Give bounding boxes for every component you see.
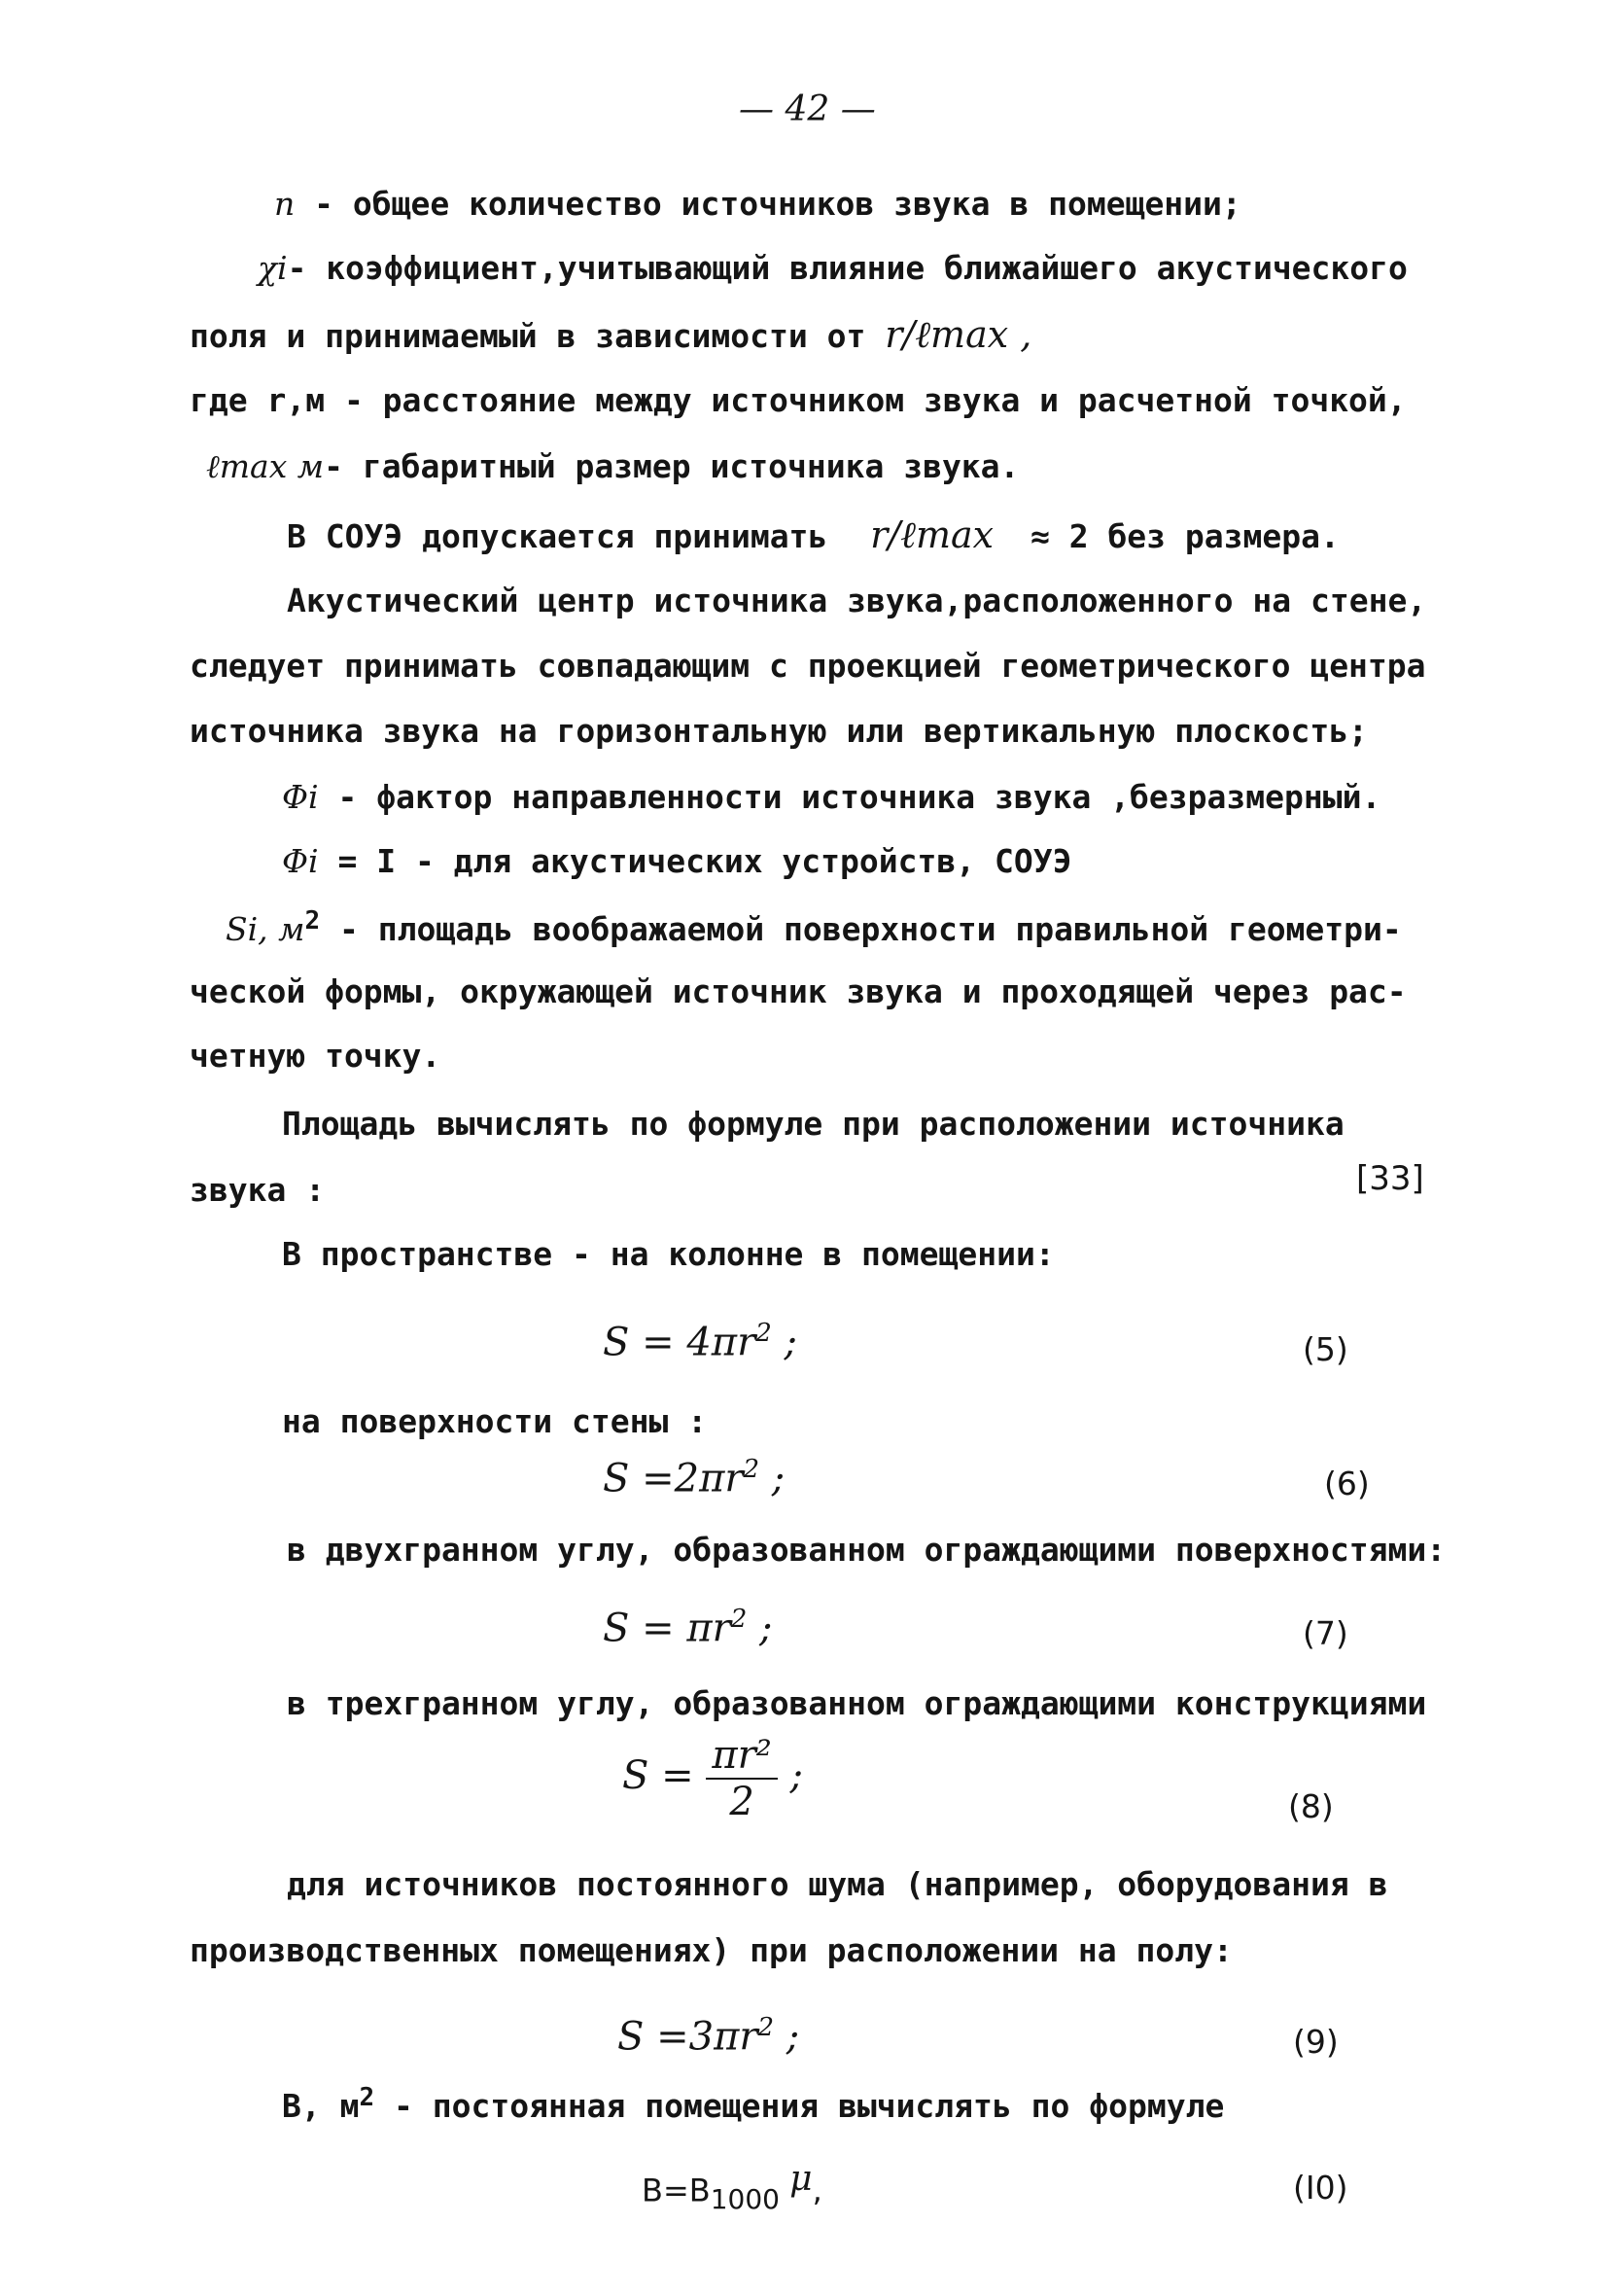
s-continuation-1: ческой формы, окружающей источник звука и проходящей через рас- [190, 972, 1407, 1010]
soue-ratio: r/ℓmax [870, 513, 995, 556]
s-definition [226, 906, 1402, 948]
chi-ratio: r/ℓmax , [885, 313, 1032, 356]
formula-10-number: (I0) [1293, 2169, 1348, 2207]
area-line-2: звука : [190, 1171, 326, 1209]
n-symbol: n [274, 185, 296, 223]
formula-9-number: (9) [1293, 2023, 1339, 2061]
lmax-definition [206, 447, 1019, 486]
space-case: В пространстве - на колонне в помещении: [282, 1235, 1055, 1273]
center-line-2: следует принимать совпадающим с проекцией геометрического центра [190, 647, 1426, 685]
s-sup: 2 [304, 906, 321, 936]
chi-symbol: χi [258, 249, 288, 287]
wall-case: на поверхности стены : [282, 1402, 708, 1440]
r-definition: где r,м - расстояние между источником звука и расчетной точкой, [190, 381, 1407, 419]
trihedral-case: в трехгранном углу, образованном ограждающими конструкциями [287, 1684, 1427, 1722]
s-text: - площадь воображаемой поверхности правильной геометри- [320, 910, 1402, 948]
reference-33: [33] [1356, 1159, 1424, 1198]
phi-definition [282, 778, 1380, 816]
formula-10: B=B1000 μ, [642, 2159, 822, 2216]
chi-definition [258, 249, 1408, 287]
floor-line-2: производственных помещениях) при расположении на полу: [190, 1931, 1233, 1969]
formula-8: S = $\frac{\text{πr²}}{2}$ ; [622, 1733, 804, 1824]
formula-9: $S =3\pi r^2$ ; [617, 2013, 800, 2060]
chi-continuation [190, 313, 1031, 357]
floor-line-1: для источников постоянного шума (например, оборудования в [287, 1865, 1388, 1903]
formula-5: $S = 4\pi r^2$ ; [603, 1319, 797, 1365]
n-text: - общее количество источников звука в помещении; [295, 185, 1241, 223]
formula-7: $S = \pi r^2$ ; [603, 1605, 773, 1651]
formula-7-number: (7) [1303, 1614, 1348, 1652]
phi-symbol: Φi [282, 778, 319, 816]
page-number: — 42 — [739, 89, 876, 129]
s-continuation-2: четную точку. [190, 1037, 441, 1075]
phi2-text: = I - для акустических устройств, СОУЭ [318, 842, 1072, 880]
chi-text-2: поля и принимаемый в зависимости от [190, 317, 866, 355]
area-line-1: Площадь вычислять по формуле при расположении источника [282, 1105, 1345, 1143]
n-definition [274, 185, 1241, 223]
phi2-symbol: Φi [282, 842, 319, 880]
lmax-symbol: ℓmax м [206, 447, 325, 485]
soue-note [287, 513, 1340, 557]
center-line-1: Акустический центр источника звука,расположенного на стене, [287, 582, 1427, 619]
lmax-text: - габаритный размер источника звука. [324, 447, 1020, 485]
formula-6: $S =2\pi r^2$ ; [603, 1455, 786, 1501]
center-line-3: источника звука на горизонтальную или вертикальную плоскость; [190, 712, 1368, 750]
phi-text: - фактор направленности источника звука ,безразмерный. [318, 778, 1381, 816]
soue-pre: В СОУЭ допускается принимать [287, 517, 828, 555]
dihedral-case: в двухгранном углу, образованном ограждающими поверхностями: [287, 1531, 1447, 1569]
soue-post: ≈ 2 без размера. [1030, 517, 1340, 555]
s-symbol: Si, м [226, 910, 305, 948]
formula-6-number: (6) [1324, 1465, 1370, 1502]
phi-value [282, 842, 1071, 880]
formula-8-fraction: $\frac{\text{πr²}}{2}$ [706, 1733, 777, 1824]
formula-5-number: (5) [1303, 1330, 1348, 1368]
formula-8-number: (8) [1288, 1787, 1334, 1825]
b-definition: В, $м^2$ - постоянная помещения вычислять по формуле [282, 2083, 1225, 2125]
chi-text: - коэффициент,учитывающий влияние ближайшего акустического [287, 249, 1408, 287]
